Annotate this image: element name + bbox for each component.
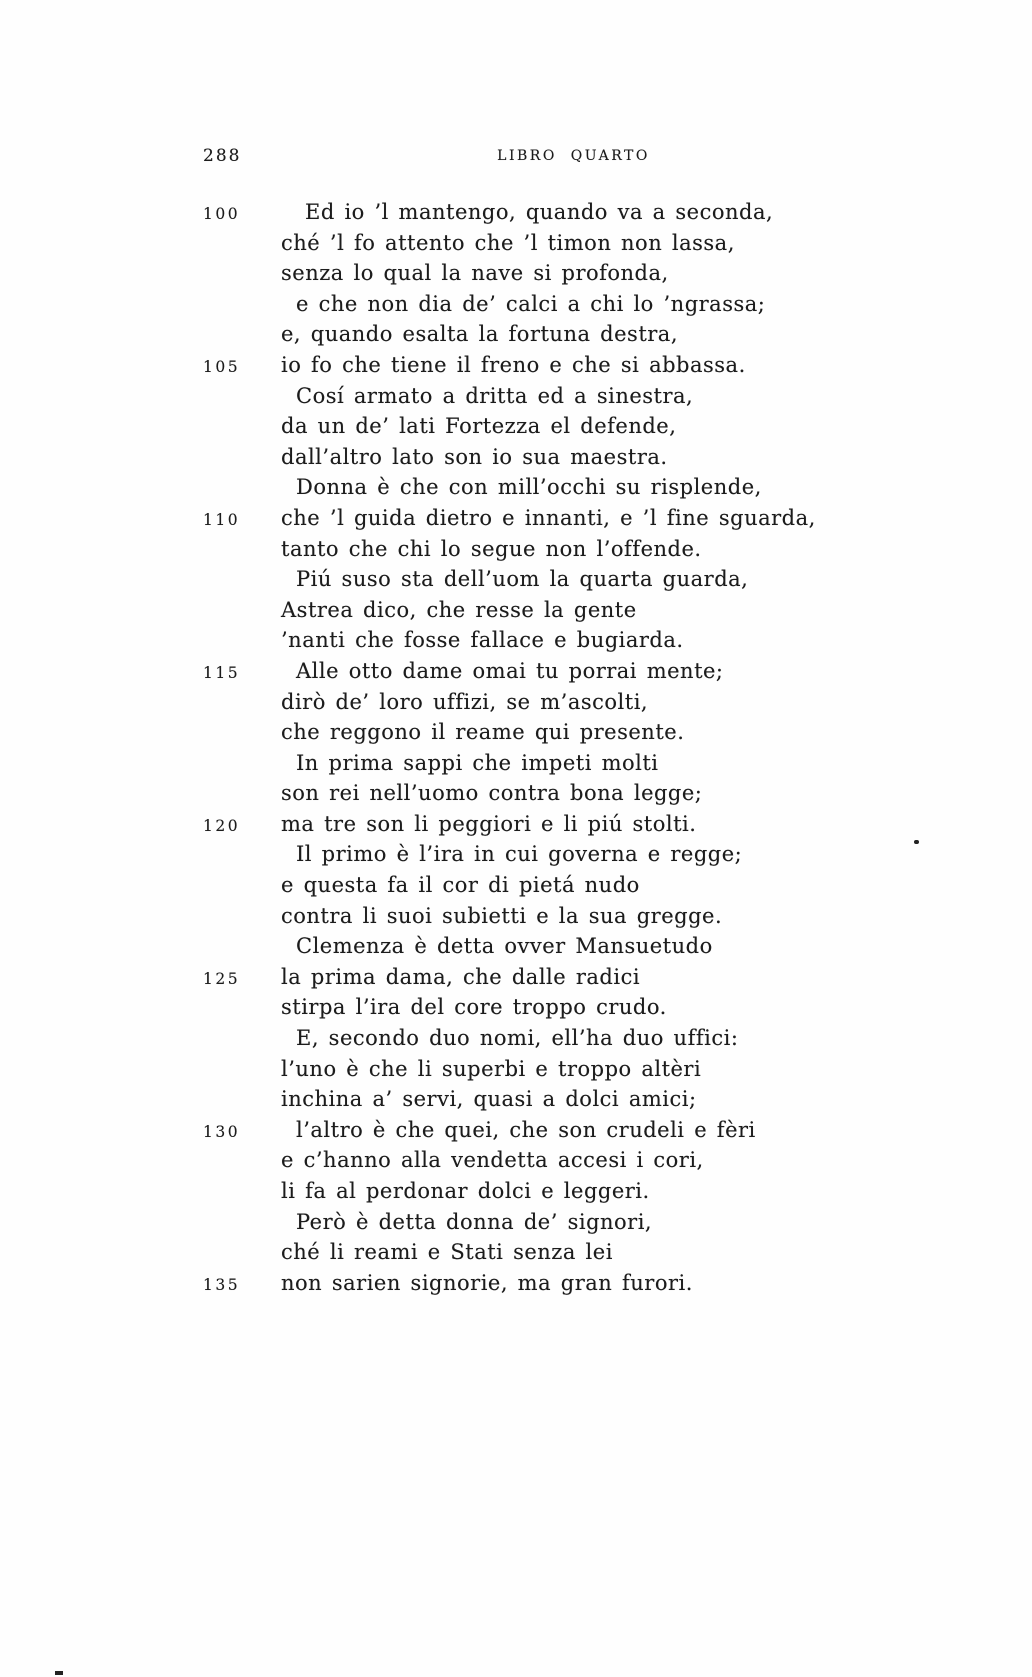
verse-line	[203, 656, 816, 687]
verse-line	[203, 962, 816, 993]
line-number: 130	[203, 1122, 241, 1141]
line-number: 110	[203, 510, 241, 529]
line-number: 135	[203, 1275, 241, 1294]
verse-line	[203, 1207, 816, 1238]
verse-text: Cosí armato a dritta ed a sinestra,	[296, 383, 694, 408]
verse-line	[203, 564, 816, 595]
verse-text: inchina a’ servi, quasi a dolci amici;	[281, 1087, 697, 1112]
verse-line	[203, 197, 816, 228]
verse-line	[203, 350, 816, 381]
verse-text: ma tre son li peggiori e li piú stolti.	[281, 811, 697, 836]
ink-speck	[55, 1671, 63, 1675]
verse-text: senza lo qual la nave si profonda,	[281, 261, 669, 286]
verse-line	[203, 839, 816, 870]
verse-line	[203, 1268, 816, 1299]
verse-text: dall’altro lato son io sua maestra.	[281, 444, 668, 469]
running-title: LIBRO QUARTO	[497, 148, 650, 164]
verse-text: da un de’ lati Fortezza el defende,	[281, 414, 677, 439]
verse-line	[203, 1145, 816, 1176]
verse-line	[203, 1023, 816, 1054]
verse-text: e c’hanno alla vendetta accesi i cori,	[281, 1148, 704, 1173]
verse-line	[203, 1115, 816, 1146]
verse-line	[203, 901, 816, 932]
verse-line	[203, 809, 816, 840]
line-number: 120	[203, 816, 241, 835]
verse-line	[203, 1237, 816, 1268]
verse-line	[203, 411, 816, 442]
verse-line	[203, 1084, 816, 1115]
page-number: 288	[203, 146, 242, 166]
verse-text: stirpa l’ira del core troppo crudo.	[281, 995, 667, 1020]
verse-text: ché li reami e Stati senza lei	[281, 1240, 613, 1265]
verse-line	[203, 931, 816, 962]
verse-line	[203, 595, 816, 626]
verse-text: dirò de’ loro uffizi, se m’ascolti,	[281, 689, 649, 714]
verse-line	[203, 1054, 816, 1085]
verse-text: l’uno è che li superbi e troppo altèri	[281, 1056, 702, 1081]
verse-text: E, secondo duo nomi, ell’ha duo uffici:	[296, 1026, 739, 1051]
verse-line	[203, 992, 816, 1023]
verse-line	[203, 472, 816, 503]
verse-text: che ’l guida dietro e innanti, e ’l fine sguarda,	[281, 505, 816, 530]
verse-line	[203, 381, 816, 412]
verse-line	[203, 228, 816, 259]
verse-text: e, quando esalta la fortuna destra,	[281, 322, 678, 347]
verse-text: l’altro è che quei, che son crudeli e fèri	[296, 1117, 756, 1142]
ink-speck	[914, 840, 919, 844]
verse-text: tanto che chi lo segue non l’offende.	[281, 536, 702, 561]
verse-text: Astrea dico, che resse la gente	[281, 597, 637, 622]
line-number: 125	[203, 969, 241, 988]
verse-line	[203, 442, 816, 473]
verse-line	[203, 717, 816, 748]
verse-text: e che non dia de’ calci a chi lo ’ngrassa;	[296, 291, 766, 316]
verse-line	[203, 687, 816, 718]
line-number: 115	[203, 663, 241, 682]
verse-text: ché ’l fo attento che ’l timon non lassa,	[281, 230, 735, 255]
verse-text: Ed io ’l mantengo, quando va a seconda,	[305, 200, 774, 224]
verse-text: li fa al perdonar dolci e leggeri.	[281, 1179, 650, 1203]
verse-text: Piú suso sta dell’uom la quarta guarda,	[296, 567, 749, 592]
verse-line	[203, 289, 816, 320]
verse-line	[203, 748, 816, 779]
verse-text: e questa fa il cor di pietá nudo	[281, 873, 640, 898]
verse-line	[203, 319, 816, 350]
verse-text: non sarien signorie, ma gran furori.	[281, 1270, 693, 1295]
verse-text: contra li suoi subietti e la sua gregge.	[281, 903, 723, 928]
verse-text: Però è detta donna de’ signori,	[296, 1209, 653, 1234]
line-number: 105	[203, 357, 241, 376]
verse-text: ’nanti che fosse fallace e bugiarda.	[281, 628, 684, 653]
verse-line	[203, 778, 816, 809]
verse-text: Alle otto dame omai tu porrai mente;	[296, 658, 724, 683]
verse-text: la prima dama, che dalle radici	[281, 964, 641, 989]
verse-text: che reggono il reame qui presente.	[281, 720, 685, 745]
verse-text: Il primo è l’ira in cui governa e regge;	[296, 842, 743, 867]
verse-text: io fo che tiene il freno e che si abbassa.	[281, 352, 746, 377]
verse-text: Clemenza è detta ovver Mansuetudo	[296, 934, 713, 959]
poem-text-block	[203, 197, 816, 1298]
verse-line	[203, 534, 816, 565]
verse-line	[203, 1176, 816, 1207]
verse-line	[203, 625, 816, 656]
verse-line	[203, 503, 816, 534]
verse-line	[203, 870, 816, 901]
verse-line	[203, 258, 816, 289]
verse-text: In prima sappi che impeti molti	[296, 750, 659, 775]
line-number: 100	[203, 205, 241, 223]
verse-text: son rei nell’uomo contra bona legge;	[281, 781, 703, 806]
verse-text: Donna è che con mill’occhi su risplende,	[296, 475, 762, 500]
